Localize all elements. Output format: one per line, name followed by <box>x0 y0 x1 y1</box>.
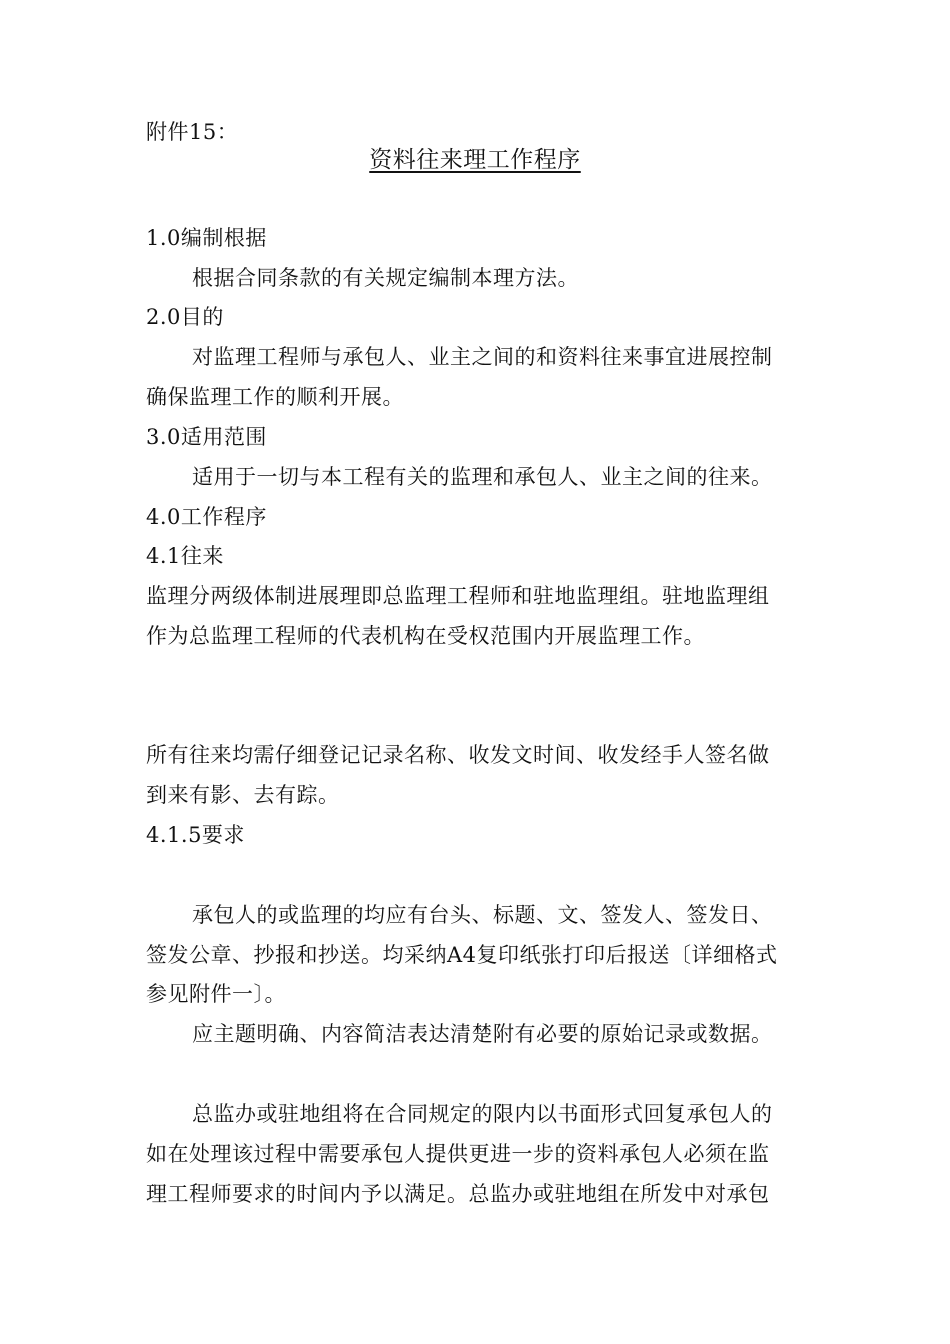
requirement-paragraph-2: 应主题明确、内容简洁表达清楚附有必要的原始记录或数据。 <box>192 1022 773 1046</box>
record-paragraph-line1: 所有往来均需仔细登记记录名称、收发文时间、收发经手人签名做 <box>146 743 770 767</box>
section-3-heading: 3.0适用范围 <box>146 425 267 449</box>
attachment-label: 附件15： <box>146 120 239 144</box>
section-2-body-line1: 对监理工程师与承包人、业主之间的和资料往来事宜进展控制 <box>192 345 773 369</box>
section-3-body: 适用于一切与本工程有关的监理和承包人、业主之间的往来。 <box>192 465 773 489</box>
document-title: 资料往来理工作程序 <box>369 147 581 173</box>
section-2-body-line2: 确保监理工作的顺利开展。 <box>146 385 404 409</box>
section-4-heading: 4.0工作程序 <box>146 505 267 529</box>
record-paragraph-line2: 到来有影、去有踪。 <box>146 783 340 807</box>
section-1-heading: 1.0编制根据 <box>146 226 267 250</box>
section-1-body: 根据合同条款的有关规定编制本理方法。 <box>192 266 579 290</box>
requirement-paragraph-1-line2: 签发公章、抄报和抄送。均采纳A4复印纸张打印后报送〔详细格式 <box>146 943 778 967</box>
reply-paragraph-line3: 理工程师要求的时间内予以满足。总监办或驻地组在所发中对承包 <box>146 1182 770 1206</box>
section-4-1-body-line2: 作为总监理工程师的代表机构在受权范围内开展监理工作。 <box>146 624 705 648</box>
reply-paragraph-line2: 如在处理该过程中需要承包人提供更进一步的资料承包人必须在监 <box>146 1142 770 1166</box>
section-4-1-body-line1: 监理分两级体制进展理即总监理工程师和驻地监理组。驻地监理组 <box>146 584 770 608</box>
reply-paragraph-line1: 总监办或驻地组将在合同规定的限内以书面形式回复承包人的 <box>192 1102 773 1126</box>
section-4-1-5-heading: 4.1.5要求 <box>146 823 245 847</box>
requirement-paragraph-1-line1: 承包人的或监理的均应有台头、标题、文、签发人、签发日、 <box>192 903 773 927</box>
requirement-paragraph-1-line3: 参见附件一〕。 <box>146 982 286 1006</box>
document-title-wrapper <box>0 144 950 176</box>
section-4-1-heading: 4.1往来 <box>146 544 224 568</box>
section-2-heading: 2.0目的 <box>146 305 224 329</box>
